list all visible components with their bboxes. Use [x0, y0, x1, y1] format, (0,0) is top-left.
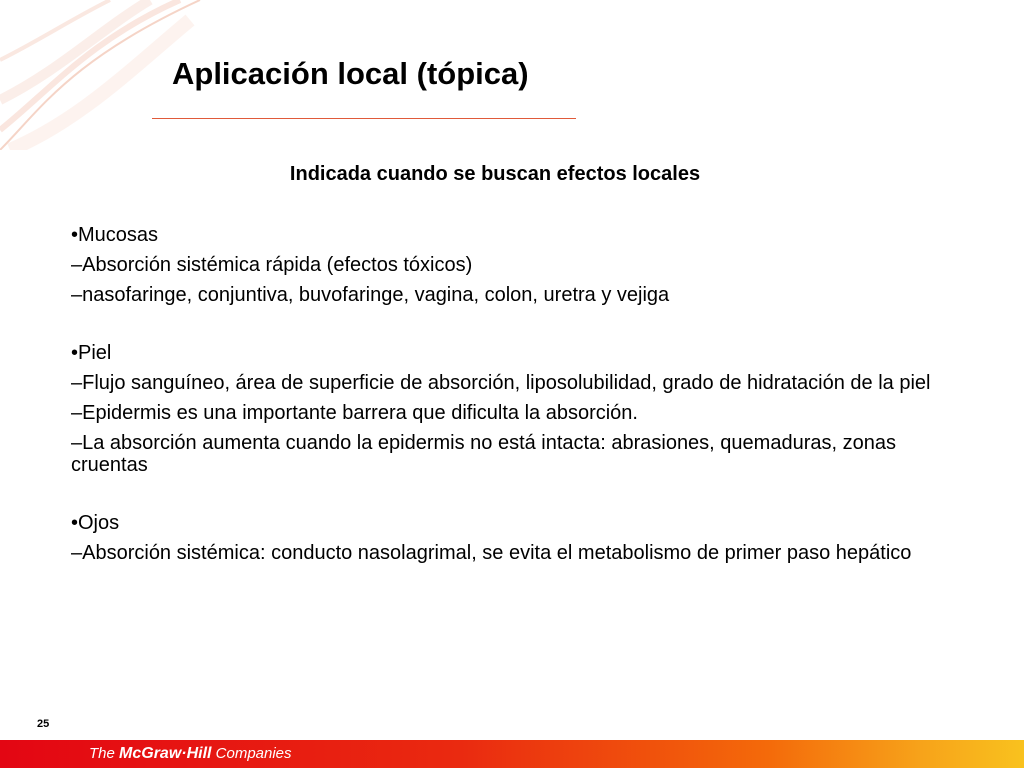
page-number: 25 [37, 718, 50, 730]
brand-name: McGraw·Hill [119, 745, 212, 762]
section-ojos [71, 512, 931, 564]
section-heading: •Mucosas [71, 224, 159, 246]
section-piel [71, 342, 931, 476]
list-item: –Epidermis es una importante barrera que dificulta la absorción. [71, 402, 638, 424]
brand-prefix: The [89, 745, 120, 762]
list-item: –Absorción sistémica: conducto nasolagrimal, se evita el metabolismo de primer paso hepático [71, 542, 912, 564]
list-item: –Flujo sanguíneo, área de superficie de absorción, liposolubilidad, grado de hidratación de la piel [71, 372, 931, 394]
list-item: –La absorción aumenta cuando la epidermis no está intacta: abrasiones, quemaduras, zonas cruentas [71, 432, 896, 476]
list-item: –Absorción sistémica rápida (efectos tóxicos) [71, 254, 473, 276]
title-underline [152, 118, 576, 119]
slide-title: Aplicación local (tópica) [172, 56, 529, 91]
list-item: –nasofaringe, conjuntiva, buvofaringe, vagina, colon, uretra y vejiga [71, 284, 670, 306]
section-mucosas [71, 224, 931, 306]
brand-logo [89, 745, 292, 763]
slide-subtitle: Indicada cuando se buscan efectos locales [289, 163, 701, 185]
brand-suffix: Companies [211, 745, 292, 762]
section-heading: •Ojos [71, 512, 120, 534]
section-heading: •Piel [71, 342, 112, 364]
footer-bar [0, 740, 1024, 768]
slide-body [71, 224, 931, 600]
